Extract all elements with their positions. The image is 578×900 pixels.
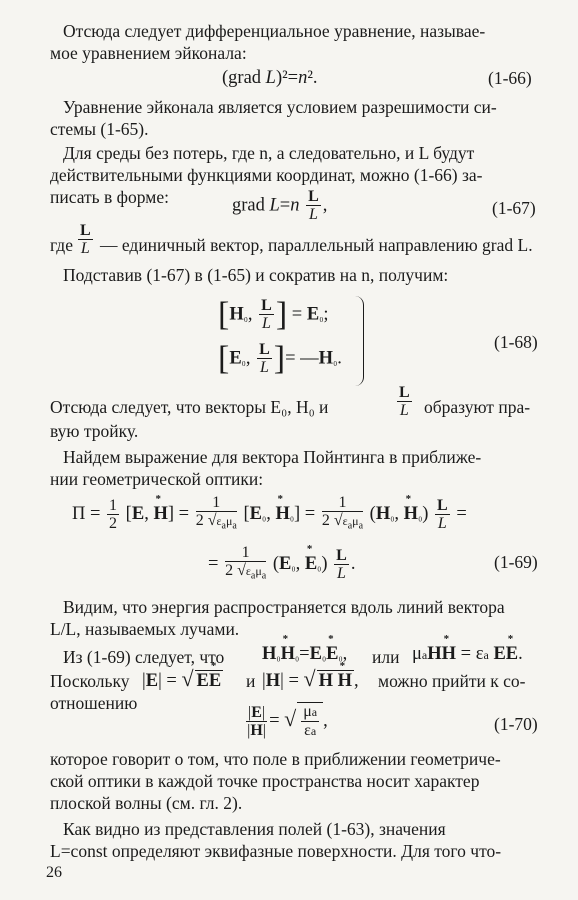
inline-formula: |E| = √ E* E (142, 666, 223, 692)
text-line: которое говорит о том, что поле в приближении геометриче- (50, 749, 501, 769)
equation-eikonal: (grad L)²=n². (222, 68, 318, 88)
text-line: нии геометрической оптики: (50, 469, 264, 489)
inline-formula: H₀* H₀=E₀* E₀, (262, 644, 347, 665)
text-line: Отсюда следует, что векторы E₀, H₀ и (50, 397, 329, 417)
unit-vector-fraction: $\frac{L}{L}$ (399, 384, 410, 419)
equation-ratio: $\frac{|E|}{|H|}$ = √ $\frac{\mu a}{\varepsilon a}$ , (247, 703, 328, 739)
text-line: можно прийти к со- (378, 671, 526, 691)
text-line: отношению (50, 693, 138, 713)
text-line: писать в форме: (50, 187, 169, 207)
text-line: плоской волны (см. гл. 2). (50, 793, 243, 813)
text-line: и (246, 671, 256, 691)
text-line: Для среды без потерь, где n, а следовательно, и L будут (63, 143, 475, 163)
equation-poynting-line-2: = $\frac{1}{2 √\varepsilon_a\mu_a}$ (E₀, * E₀) $\frac{L}{L}$ . (208, 544, 355, 585)
text-line: Подставив (1-67) в (1-65) и сократив на n, получим: (63, 265, 449, 285)
text-line: образуют пра- (424, 397, 531, 417)
text-line: Уравнение эйконала является условием разрешимости си- (63, 97, 497, 117)
text-line: или (372, 647, 400, 667)
text-line: Поскольку (50, 671, 130, 691)
text-line: вую тройку. (50, 421, 139, 441)
text-line: Найдем выражение для вектора Пойнтинга в приближе- (63, 447, 482, 467)
inline-formula: |H| = √ H * H , (262, 666, 359, 692)
text-line: L/L, называемых лучами. (50, 619, 240, 639)
inline-formula: μaH* H = εa E* E. (412, 644, 523, 665)
equation-number: (1-68) (494, 332, 538, 352)
equation-system-line-2: [E₀, $\frac{L}{L}$ ]= —H₀. (218, 340, 342, 377)
text-line: L=const определяют эквифазные поверхности. Для того что- (50, 841, 502, 861)
text-line: Видим, что энергия распространяется вдоль линий вектора (63, 597, 505, 617)
text-line: мое уравнением эйконала: (50, 43, 247, 63)
unit-vector-fraction: $\frac{L}{L}$ (80, 222, 91, 257)
text-line: стемы (1-65). (50, 119, 149, 139)
text-line: ской оптики в каждой точке пространства носит характер (50, 771, 480, 791)
equation-poynting-line-1: Π = $\frac{1}{2}$ [E, * H] = $\frac{1}{2 √\varepsilon_a\mu_a}$ [E₀, * H₀] = $\frac{1}{2 √\varepsilon_a\mu_a}$ (H₀, * H₀) $\frac{L}{L}$ = (72, 494, 467, 535)
text-line: — единичный вектор, параллельный направлению grad L. (100, 235, 533, 255)
equation-number: (1-66) (488, 68, 532, 88)
equation-number: (1-67) (492, 198, 536, 218)
equation-number: (1-69) (494, 552, 538, 572)
text-line: Отсюда следует дифференциальное уравнение, называе- (63, 21, 486, 41)
text-line: Как видно из представления полей (1-63), значения (63, 819, 446, 839)
text-line: где (50, 235, 73, 255)
system-brace (355, 296, 364, 386)
text-line: Из (1-69) следует, что (63, 647, 225, 667)
equation-number: (1-70) (494, 714, 538, 734)
equation-system-line-1: [H₀, $\frac{L}{L}$ ] = E₀; (218, 296, 329, 333)
equation-gradient: grad L=n $\frac{L}{L}$ , (232, 188, 328, 223)
text-line: действительными функциями координат, можно (1-66) за- (50, 165, 483, 185)
page-number: 26 (46, 864, 62, 881)
